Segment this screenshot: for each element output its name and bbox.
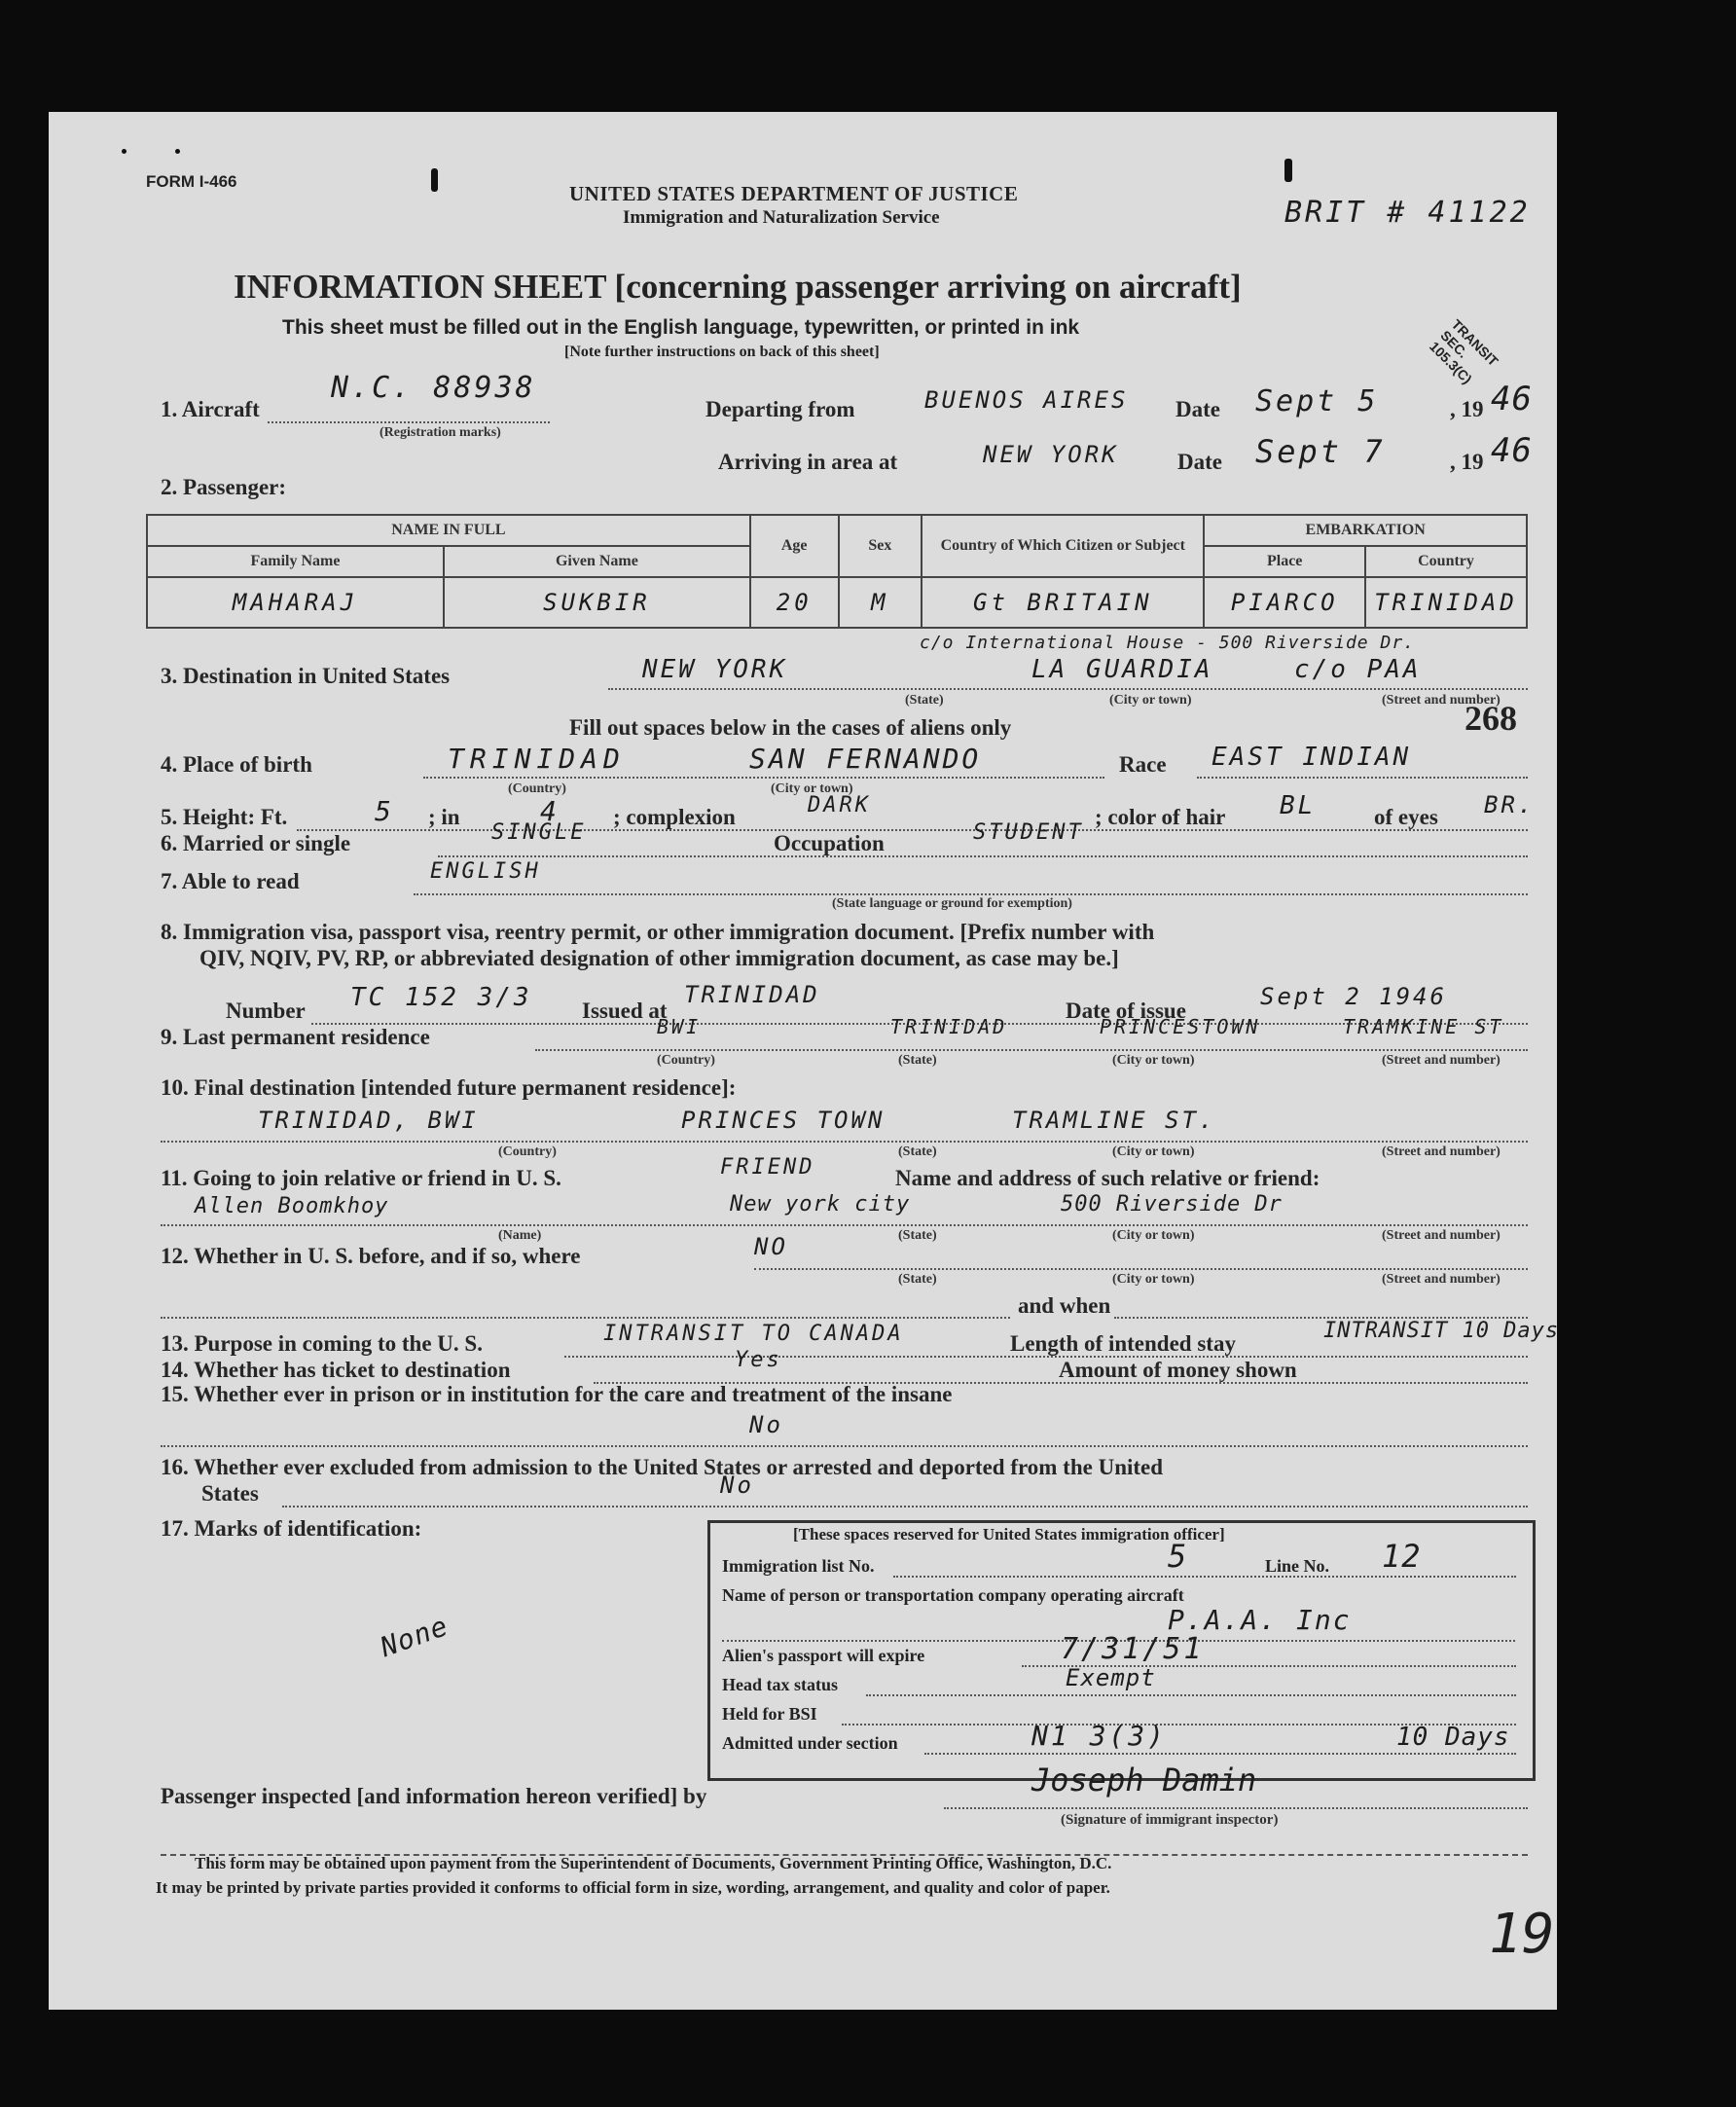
going-label: 11. Going to join relative or friend in U. S.	[161, 1166, 561, 1190]
destination-street-caption: (Street and number)	[1382, 693, 1501, 708]
departing-label: Departing from	[705, 397, 855, 421]
embark-place: PIARCO	[1204, 577, 1365, 628]
embarkation-header: EMBARKATION	[1204, 515, 1527, 546]
ticket-value: Yes	[735, 1348, 782, 1372]
sex: M	[839, 577, 922, 628]
date-of-issue: Sept 2 1946	[1260, 983, 1447, 1010]
family-name: MAHARAJ	[147, 577, 444, 628]
height-feet: 5	[375, 795, 394, 827]
head-tax-status: Exempt	[1066, 1664, 1156, 1691]
age-header: Age	[750, 515, 839, 577]
stay-length: INTRANSIT 10 Days	[1323, 1319, 1560, 1343]
marks-label: 17. Marks of identification:	[161, 1516, 422, 1541]
birth-city: SAN FERNANDO	[749, 743, 982, 775]
citizen-country: Gt BRITAIN	[922, 577, 1204, 628]
given-name-header: Given Name	[444, 546, 750, 577]
passport-label: Alien's passport will expire	[722, 1646, 925, 1665]
friend-name: Allen Boomkhoy	[195, 1194, 389, 1218]
birth-country-caption: (Country)	[508, 781, 566, 796]
race: EAST INDIAN	[1212, 743, 1412, 772]
final-destination-label: 10. Final destination [intended future permanent residence]:	[161, 1075, 737, 1100]
company-label: Name of person or transportation company operating aircraft	[722, 1585, 1184, 1605]
read-language: ENGLISH	[430, 859, 541, 884]
occupation-label: Occupation	[774, 831, 885, 855]
punch-mark	[431, 168, 438, 192]
birth-country: TRINIDAD	[448, 743, 626, 775]
final-state-caption: (State)	[898, 1144, 937, 1159]
form-sheet	[49, 112, 1560, 2010]
service-title: Immigration and Naturalization Service	[623, 207, 940, 228]
departure-date-label: Date	[1175, 397, 1220, 421]
arrival-date-label: Date	[1177, 450, 1222, 474]
file-reference: BRIT # 41122	[1284, 196, 1531, 230]
marital-status: SINGLE	[491, 820, 587, 845]
marks-value: None	[376, 1609, 452, 1664]
list-no-label: Immigration list No.	[722, 1556, 875, 1576]
hair-label: ; color of hair	[1095, 805, 1226, 829]
admitted-section: N1 3(3)	[1031, 1720, 1168, 1752]
eyes-label: of eyes	[1374, 805, 1438, 829]
destination-street: c/o PAA	[1294, 655, 1422, 684]
company: P.A.A. Inc	[1168, 1604, 1352, 1636]
occupation: STUDENT	[973, 820, 1084, 845]
complexion-label: ; complexion	[613, 805, 736, 829]
destination-annotation: c/o International House - 500 Riverside Dr.	[920, 633, 1415, 653]
registration-caption: (Registration marks)	[380, 425, 501, 440]
ticket-label: 14. Whether has ticket to destination	[161, 1358, 511, 1382]
departure-date: Sept 5	[1255, 384, 1379, 418]
footer-line-1: This form may be obtained upon payment from the Superintendent of Documents, Government Printing Office, Washington, D.C.	[195, 1854, 1112, 1872]
page-number: 19	[1489, 1903, 1555, 1966]
name-in-full-header: NAME IN FULL	[147, 515, 750, 546]
arriving-at: NEW YORK	[983, 441, 1119, 468]
head-tax-label: Head tax status	[722, 1675, 839, 1694]
passport-expiry: 7/31/51	[1061, 1632, 1205, 1666]
friend-name-label: Name and address of such relative or friend:	[895, 1166, 1320, 1190]
admitted-label: Admitted under section	[722, 1733, 898, 1753]
aircraft-label: 1. Aircraft	[161, 397, 260, 421]
prison-value: No	[749, 1411, 783, 1438]
residence-state-caption: (State)	[898, 1053, 937, 1068]
purpose-label: 13. Purpose in coming to the U. S.	[161, 1331, 483, 1356]
punch-mark	[1284, 159, 1292, 182]
before-state-caption: (State)	[898, 1272, 937, 1287]
residence-country-caption: (Country)	[657, 1053, 715, 1068]
friend-street-caption: (Street and number)	[1382, 1228, 1501, 1243]
height-inches: 4	[540, 795, 560, 827]
residence-state: TRINIDAD	[890, 1015, 1008, 1038]
married-label: 6. Married or single	[161, 831, 351, 855]
excluded-value: No	[720, 1471, 754, 1499]
passenger-label: 2. Passenger:	[161, 475, 287, 499]
friend-state-caption: (State)	[898, 1228, 937, 1243]
read-caption: (State language or ground for exemption)	[832, 896, 1072, 911]
residence-street: TRAMKINE ST	[1343, 1015, 1504, 1038]
when-label: and when	[1012, 1293, 1116, 1319]
departure-year: 46	[1491, 380, 1533, 418]
birth-city-caption: (City or town)	[771, 781, 853, 796]
final-street-caption: (Street and number)	[1382, 1144, 1501, 1159]
friend-address: 500 Riverside Dr	[1061, 1192, 1283, 1217]
friend-name-caption: (Name)	[498, 1228, 542, 1243]
friend-state: New york city	[730, 1192, 911, 1217]
purpose: INTRANSIT TO CANADA	[603, 1322, 904, 1346]
before-label: 12. Whether in U. S. before, and if so, where	[161, 1244, 581, 1268]
money-label: Amount of money shown	[1059, 1358, 1297, 1382]
passenger-table	[146, 514, 1528, 629]
prison-label: 15. Whether ever in prison or in institution for the care and treatment of the insane	[161, 1382, 953, 1406]
stamp-268: 268	[1465, 699, 1517, 738]
aliens-only-note: Fill out spaces below in the cases of aliens only	[569, 715, 1012, 740]
residence-city: PRINCESTOWN	[1100, 1015, 1261, 1038]
given-name: SUKBIR	[444, 577, 750, 628]
height-inches-label: ; in	[428, 805, 460, 829]
issued-at-label: Issued at	[582, 999, 668, 1023]
residence-country: BWI	[657, 1015, 702, 1038]
family-name-header: Family Name	[147, 546, 444, 577]
excluded-line-1: 16. Whether ever excluded from admission to the United States or arrested and deported from the United	[161, 1455, 1164, 1479]
emb-country-header: Country	[1365, 546, 1527, 577]
visa-number: TC 152 3/3	[350, 983, 532, 1012]
stay-label: Length of intended stay	[1010, 1331, 1236, 1356]
line-no-label: Line No.	[1265, 1556, 1330, 1576]
going-relationship: FRIEND	[720, 1155, 815, 1180]
visa-line-1: 8. Immigration visa, passport visa, reentry permit, or other immigration document. [Prefix number with	[161, 920, 1155, 944]
line-no: 12	[1382, 1538, 1422, 1575]
final-street: TRAMLINE ST.	[1012, 1107, 1216, 1134]
residence-city-caption: (City or town)	[1112, 1053, 1195, 1068]
bsi-label: Held for BSI	[722, 1704, 817, 1724]
final-country-caption: (Country)	[498, 1144, 557, 1159]
inspected-label: Passenger inspected [and information hereon verified] by	[161, 1784, 707, 1808]
sheet-title	[234, 268, 1242, 307]
friend-city-caption: (City or town)	[1112, 1228, 1195, 1243]
transit-stamp: TRANSIT SEC. 105.3(C)	[1427, 316, 1501, 387]
height-label: 5. Height: Ft.	[161, 805, 288, 829]
visa-number-label: Number	[226, 999, 306, 1023]
destination-city-caption: (City or town)	[1109, 693, 1192, 708]
destination-state-caption: (State)	[905, 693, 944, 708]
officer-box-title: [These spaces reserved for United States immigration officer]	[793, 1525, 1225, 1544]
sheet-title-bracket: [concerning passenger arriving on aircraft]	[614, 268, 1242, 306]
list-no: 5	[1168, 1538, 1190, 1575]
destination-city: LA GUARDIA	[1031, 655, 1213, 684]
sheet-title-main: INFORMATION SHEET	[234, 268, 606, 306]
final-city-caption: (City or town)	[1112, 1144, 1195, 1159]
excluded-line-2: States	[201, 1481, 259, 1506]
final-country: TRINIDAD, BWI	[258, 1107, 479, 1134]
complexion: DARK	[808, 793, 871, 817]
hair-color: BL	[1280, 791, 1317, 820]
arrival-year-prefix: , 19	[1450, 450, 1484, 474]
race-label: Race	[1119, 752, 1167, 777]
departure-year-prefix: , 19	[1450, 397, 1484, 421]
date-of-issue-label: Date of issue	[1066, 999, 1186, 1023]
before-city-caption: (City or town)	[1112, 1272, 1195, 1287]
form-number: FORM I-466	[146, 172, 237, 191]
eye-color: BR.	[1484, 791, 1536, 818]
destination-label: 3. Destination in United States	[161, 664, 451, 688]
footer-line-2: It may be printed by private parties provided it conforms to official form in size, wording, arrangement, and quality and color of paper.	[156, 1878, 1110, 1897]
sex-header: Sex	[839, 515, 922, 577]
departing-from: BUENOS AIRES	[924, 386, 1129, 414]
ink-instruction: This sheet must be filled out in the English language, typewritten, or printed in ink	[282, 316, 1080, 339]
residence-street-caption: (Street and number)	[1382, 1053, 1501, 1068]
inspector-signature: Joseph Damin	[1031, 1762, 1257, 1798]
arrival-year: 46	[1491, 431, 1533, 470]
issued-at: TRINIDAD	[684, 981, 820, 1008]
punch-mark	[175, 149, 180, 154]
final-city: PRINCES TOWN	[681, 1107, 886, 1134]
admitted-days: 10 Days	[1396, 1723, 1510, 1752]
birth-label: 4. Place of birth	[161, 752, 312, 777]
instruction-note: [Note further instructions on back of this sheet]	[564, 344, 880, 360]
visa-line-2: QIV, NQIV, PV, RP, or abbreviated designation of other immigration document, as case may be.]	[199, 946, 1119, 970]
before-value: NO	[754, 1233, 788, 1260]
citizen-header: Country of Which Citizen or Subject	[922, 515, 1204, 577]
signature-caption: (Signature of immigrant inspector)	[1061, 1812, 1279, 1828]
arriving-label: Arriving in area at	[718, 450, 898, 474]
department-title: UNITED STATES DEPARTMENT OF JUSTICE	[569, 182, 1019, 205]
embark-country: TRINIDAD	[1365, 577, 1527, 628]
place-header: Place	[1204, 546, 1365, 577]
read-label: 7. Able to read	[161, 869, 300, 893]
age: 20	[750, 577, 839, 628]
before-street-caption: (Street and number)	[1382, 1272, 1501, 1287]
aircraft-registration: N.C. 88938	[331, 371, 536, 405]
arrival-date: Sept 7	[1255, 433, 1386, 470]
residence-label: 9. Last permanent residence	[161, 1025, 430, 1049]
punch-mark	[122, 149, 127, 154]
destination-state: NEW YORK	[642, 655, 788, 684]
